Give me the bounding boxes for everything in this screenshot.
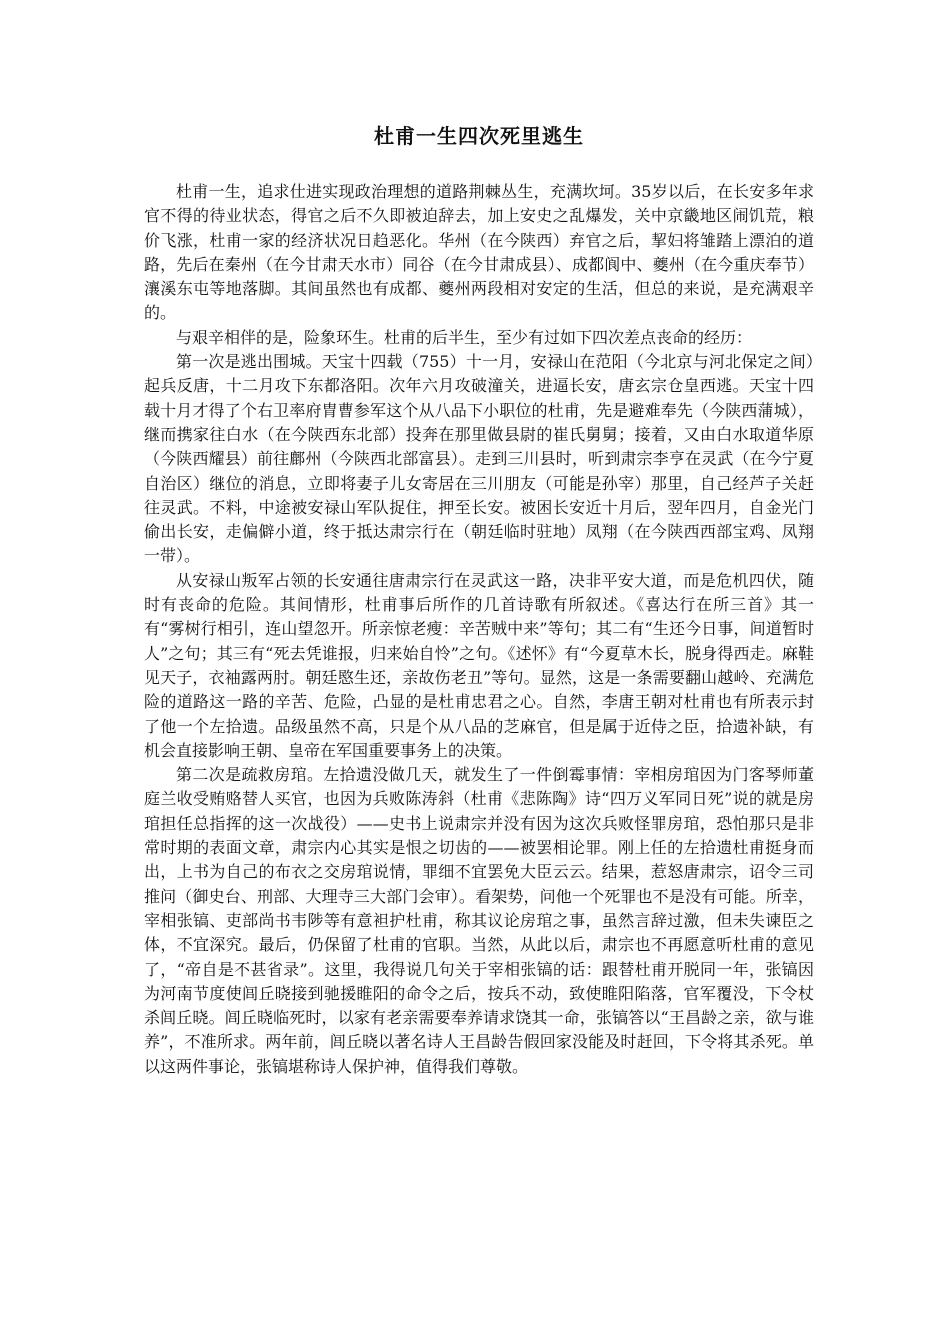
paragraph-four-escapes: 与艰辛相伴的是，险象环生。杜甫的后半生，至少有过如下四次差点丧命的经历： xyxy=(176,327,753,347)
paragraph-journey-poems: 从安禄山叛军占领的长安通往唐肃宗行在灵武这一路，决非平安大道，而是危机四伏，随时有丧命的危险。其间情形，杜甫事后所作的几首诗歌有所叙述。《喜达行在所三首》其一有“雾树行相引，连山望忽开。所亲惊老瘦：辛苦贼中来”等句；其二有“生还今日事，间道暂时人”之句；其三有“死去凭谁报，归来始自怜”之句。《述怀》有“今夏草木长，脱身得西走。麻鞋见天子，衣袖露两肘。朝廷愍生还，亲故伤老丑”等句。显然，这是一条需要翻山越岭、充满危险的道路这一路的辛苦、危险，凸显的是杜甫忠君之心。自然，李唐王朝对杜甫也有所表示封了他一个左拾遗。品级虽然不高，只是个从八品的芝麻官，但是属于近侍之臣，拾遗补缺，有机会直接影响王朝、皇帝在军国重要事务上的决策。 xyxy=(144,570,814,760)
document-title: 杜甫一生四次死里逃生 xyxy=(374,124,584,148)
paragraph-intro: 杜甫一生，追求仕进实现政治理想的道路荆棘丛生，充满坎坷。35岁以后，在长安多年求官不得的待业状态，得官之后不久即被迫辞去，加上安史之乱爆发，关中京畿地区闹饥荒，粮价飞涨，杜甫一家的经济状况日趋恶化。华州（在今陕西）弃官之后，挈妇将雏踏上漂泊的道路，先后在秦州（在今甘肃天水市）同谷（在今甘肃成县）、成都阆中、夔州（在今重庆奉节）瀼溪东屯等地落脚。其间虽然也有成都、夔州两段相对安定的生活，但总的来说，是充满艰辛的。 xyxy=(144,182,814,323)
document-page xyxy=(144,118,814,1079)
paragraph-second-escape: 第二次是疏救房琯。左拾遗没做几天，就发生了一件倒霉事情：宰相房琯因为门客琴师董庭兰收受贿赂替人买官，也因为兵败陈涛斜（杜甫《悲陈陶》诗“四万义军同日死”说的就是房琯担任总指挥的这一次战役）——史书上说肃宗并没有因为这次兵败怪罪房琯，恐怕那只是非常时期的表面文章，肃宗内心其实是恨之切齿的——被罢相论罪。刚上任的左拾遗杜甫挺身而出，上书为自己的布衣之交房琯说情，罪细不宜罢免大臣云云。结果，惹怒唐肃宗，诏令三司推问（御史台、刑部、大理寺三大部门会审）。看架势，问他一个死罪也不是没有可能。所幸，宰相张镐、吏部尚书韦陟等有意袒护杜甫，称其议论房琯之事，虽然言辞过激，但未失谏臣之体，不宜深究。最后，仍保留了杜甫的官职。当然，从此以后，肃宗也不再愿意听杜甫的意见了，“帝自是不甚省录”。这里，我得说几句关于宰相张镐的话：跟替杜甫开脱同一年，张镐因为河南节度使闾丘晓接到驰援睢阳的命令之后，按兵不动，致使睢阳陷落，官军覆没，下令杖杀闾丘晓。闾丘晓临死时，以家有老亲需要奉养请求饶其一命，张镐答以“王昌龄之亲，欲与谁养”，不准所求。两年前，闾丘晓以著名诗人王昌龄告假回家没能及时赶回，下令将其杀死。单以这两件事论，张镐堪称诗人保护神，值得我们尊敬。 xyxy=(144,765,814,1076)
paragraph-first-escape: 第一次是逃出围城。天宝十四载（755）十一月，安禄山在范阳（今北京与河北保定之间）起兵反唐，十二月攻下东都洛阳。次年六月攻破潼关，进逼长安，唐玄宗仓皇西逃。天宝十四载十月才得了个右卫率府胄曹参军这个从八品下小职位的杜甫，先是避难奉先（今陕西蒲城），继而携家往白水（在今陕西东北部）投奔在那里做县尉的崔氏舅舅；接着，又由白水取道华原（今陕西耀县）前往鄜州（今陕西北部富县）。走到三川县时，听到肃宗李亨在灵武（在今宁夏自治区）继位的消息，立即将妻子儿女寄居在三川朋友（可能是孙宰）那里，自己经芦子关赶往灵武。不料，中途被安禄山军队捉住，押至长安。被困长安近十月后，翌年四月，自金光门偷出长安，走偏僻小道，终于抵达肃宗行在（朝廷临时驻地）凤翔（在今陕西西部宝鸡、凤翔一带）。 xyxy=(144,352,814,566)
